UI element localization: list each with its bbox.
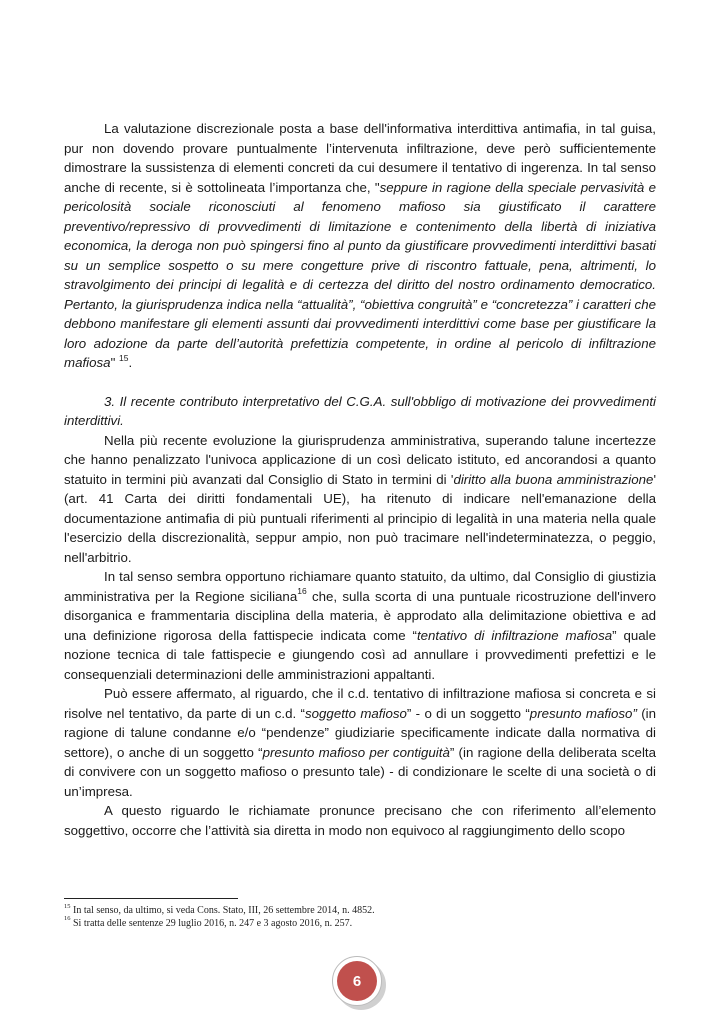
page-number-badge: [332, 956, 388, 1012]
paragraph-4-text-d: ” (in ragione della deliberata scelta di convivere con un soggetto mafioso o presunto tale) - di condizionare le scelte di una società o di un’impresa.: [64, 744, 656, 799]
paragraph-3-italic: tentativo di infiltrazione mafiosa: [416, 627, 613, 643]
paragraph-1-text: La valutazione discrezionale posta a base dell'informativa interdittiva antimafia, in tal guisa, pur non dovendo provare puntualmente l’intervenuta infiltrazione, deve però sufficientemente dimostrare la sussistenza di elementi concreti da cui desumere il tentativo di ingerenza. In tal senso anche di recente, si è sottolineata l’importanza che, ": [64, 121, 656, 195]
paragraph-5: A questo riguardo le richiamate pronunce precisano che con riferimento all’elemento soggettivo, occorre che l’attività sia diretta in modo non equivoco al raggiungimento dello scopo: [64, 803, 656, 838]
paragraph-3: [64, 567, 656, 684]
paragraph-1-quote: seppure in ragione della speciale pervasività e pericolosità sociale riconosciuti al fenomeno mafioso sia giustificato il carattere preventivo/repressivo di provvedimenti di limitazione e contenimento della libertà di iniziativa economica, la deroga non può spingersi fino al punto da giustificare provvedimenti interdittivi basati su un semplice sospetto o su mere congetture prive di riscontro fattuale, pena, altrimenti, lo stravolgimento dei principi di legalità e di certezza del diritto del nostro ordinamento democratico. Pertanto, la giurisprudenza indica nella “attualità”, “obiettiva congruità” e “concretezza” i caratteri che debbono manifestare gli elementi assunti dai provvedimenti interdittivi come base per giustificare la loro adozione da parte dell’autorità prefettizia competente, in ordine al pericolo di infiltrazione mafiosa: [64, 179, 656, 370]
paragraph-3-text: In tal senso sembra opportuno richiamare quanto statuito, da ultimo, dal Consiglio di giustizia amministrativa per la Regione siciliana: [64, 569, 656, 604]
footnote-15-text: In tal senso, da ultimo, si veda Cons. Stato, III, 26 settembre 2014, n. 4852.: [70, 905, 375, 916]
page-number: 6: [337, 961, 377, 1001]
footnote-15-number: 15: [64, 902, 71, 910]
paragraph-1-quote-end: ": [110, 355, 119, 370]
paragraph-4-italic-2: presunto mafioso”: [529, 705, 637, 721]
paragraph-4-text: Può essere affermato, al riguardo, che il c.d. tentativo di infiltrazione mafiosa si concreta e si risolve nel tentativo, da parte di un c.d. “: [64, 686, 656, 721]
section-heading: 3. Il recente contributo interpretativo del C.G.A. sull'obbligo di motivazione dei provvedimenti interdittivi.: [64, 393, 656, 428]
footnote-ref-15[interactable]: 15: [118, 352, 129, 363]
paragraph-4-italic-3: presunto mafioso per contiguità: [262, 744, 450, 760]
footnotes: [64, 902, 656, 930]
paragraph-4-text-b: ” - o di un soggetto “: [406, 705, 530, 721]
footnote-ref-16[interactable]: 16: [297, 586, 307, 597]
body-text: [64, 119, 656, 840]
paragraph-2-italic: diritto alla buona amministrazione: [453, 471, 654, 487]
paragraph-1: [64, 119, 656, 373]
footnote-15: [64, 902, 656, 918]
paragraph-3-text-end: ” quale nozione tecnica di tale fattispecie e giungendo così ad annullare i provvedimenti prefettizi e le consequenziali determinazioni delle amministrazioni appaltanti.: [64, 627, 656, 682]
paragraph-4-italic-1: soggetto mafioso: [304, 705, 407, 721]
paragraph-2-text-end: ' (art. 41 Carta dei diritti fondamentali UE), ha ritenuto di indicare nell'emanazione della documentazione antimafia di più puntuali riferimenti al principio di legalità in una materia nella quale l'esercizio della discrezionalità, seppur ampio, non può tracimare nell'indeterminatezza, o peggio, nell'arbitrio.: [64, 471, 656, 565]
footnote-16-number: 16: [64, 915, 71, 923]
footnote-16-text: Si tratta delle sentenze 29 luglio 2016, n. 247 e 3 agosto 2016, n. 257.: [70, 917, 353, 929]
footnote-separator: [64, 898, 238, 899]
paragraph-3-text-mid: che, sulla scorta di una puntuale ricostruzione dell'invero disorganica e frammentaria disciplina della materia, è approdato alla delimitazione obiettiva e ad una definizione rigorosa della fattispecie indicata come “: [64, 588, 656, 643]
paragraph-2-text: Nella più recente evoluzione la giurisprudenza amministrativa, superando talune incertezze che hanno penalizzato l'univoca applicazione di un così delicato istituto, ed ancorandosi a quanto statuito in termini più avanzati dal Consiglio di Stato in termini di ': [64, 432, 656, 487]
paragraph-4-text-c: (in ragione di talune condanne e/o “pendenze” giudiziarie specificamente indicate dalla normativa di settore), o anche di un soggetto “: [64, 705, 656, 760]
footnote-16: [64, 915, 656, 931]
paragraph-1-end: .: [128, 355, 133, 370]
paragraph-4: [64, 684, 656, 801]
paragraph-2: [64, 431, 656, 568]
